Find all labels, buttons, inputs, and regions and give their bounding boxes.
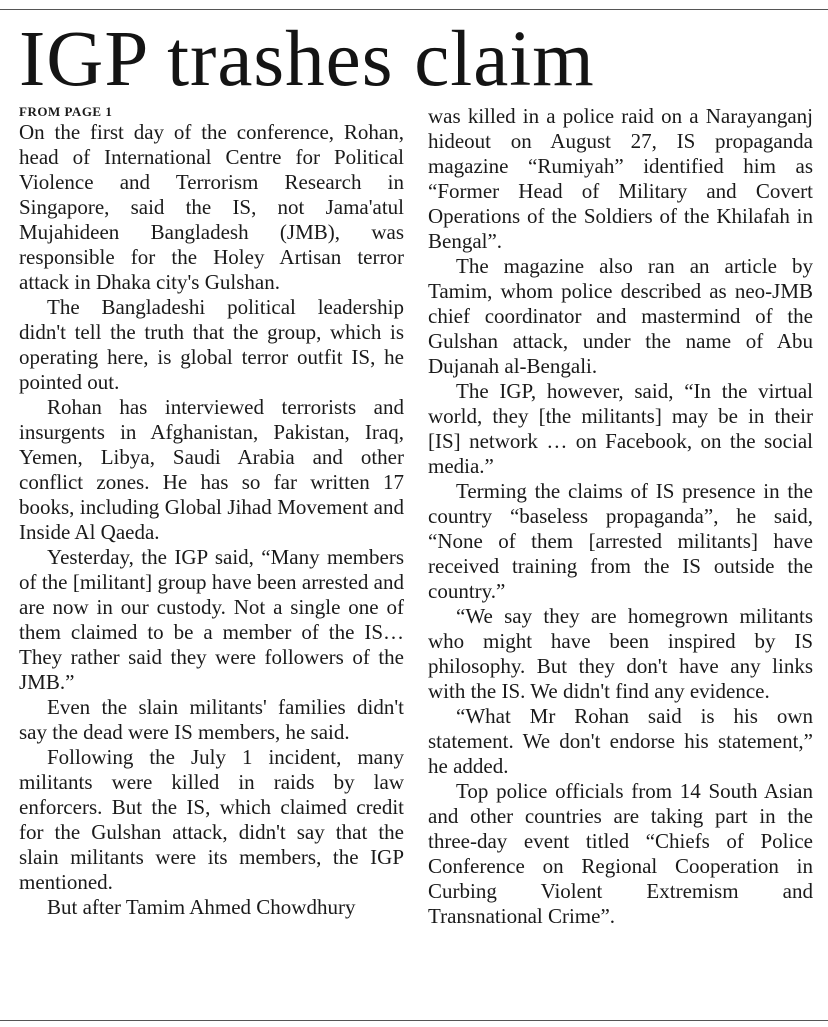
bottom-rule [0,1020,828,1021]
paragraph: Yesterday, the IGP said, “Many members of the [militant] group have been arrested and are now in our custody. Not a single one of them claimed to be a member of the IS… They rather said they were followers of the JMB.” [19,545,404,694]
paragraph: The magazine also ran an article by Tamim, whom police described as neo-JMB chief coordinator and mastermind of the Gulshan attack, under the name of Abu Dujanah al-Bengali. [428,254,813,378]
headline: IGP trashes claim [19,16,595,103]
paragraph: Following the July 1 incident, many militants were killed in raids by law enforcers. But the IS, which claimed credit for the Gulshan attack, didn't say that the slain militants were its members, the IGP mentioned. [19,745,404,894]
paragraph: Even the slain militants' families didn't say the dead were IS members, he said. [19,695,404,744]
paragraph: The Bangladeshi political leadership didn't tell the truth that the group, which is operating here, is global terror outfit IS, he pointed out. [19,295,404,394]
paragraph: Rohan has interviewed terrorists and insurgents in Afghanistan, Pakistan, Iraq, Yemen, Libya, Saudi Arabia and other conflict zones. He has so far written 17 books, including Global Jihad Movement and Inside Al Qaeda. [19,395,404,544]
paragraph: On the first day of the conference, Rohan, head of International Centre for Political Violence and Terrorism Research in Singapore, said the IS, not Jama'atul Mujahideen Bangladesh (JMB), was responsible for the Holey Artisan terror attack in Dhaka city's Gulshan. [19,120,404,294]
paragraph: Top police officials from 14 South Asian and other countries are taking part in the three-day event titled “Chiefs of Police Conference on Regional Cooperation in Curbing Violent Extremism and Transnational Crime”. [428,779,813,928]
paragraph: The IGP, however, said, “In the virtual world, they [the militants] may be in their [IS] network … on Facebook, on the social media.” [428,379,813,478]
paragraph-continuation: was killed in a police raid on a Narayanganj hideout on August 27, IS propaganda magazine “Rumiyah” identified him as “Former Head of Military and Covert Operations of the Soldiers of the Khilafah in Bengal”. [428,104,813,253]
jump-line: FROM PAGE 1 [19,104,113,119]
paragraph: “What Mr Rohan said is his own statement. We don't endorse his statement,” he added. [428,704,813,778]
left-column [19,104,404,920]
right-column [428,104,813,929]
paragraph: Terming the claims of IS presence in the country “baseless propaganda”, he said, “None of them [arrested militants] have received training from the IS outside the country.” [428,479,813,603]
paragraph: “We say they are homegrown militants who might have been inspired by IS philosophy. But they don't have any links with the IS. We didn't find any evidence. [428,604,813,703]
paragraph: But after Tamim Ahmed Chowdhury [47,895,356,919]
top-rule [0,9,828,10]
